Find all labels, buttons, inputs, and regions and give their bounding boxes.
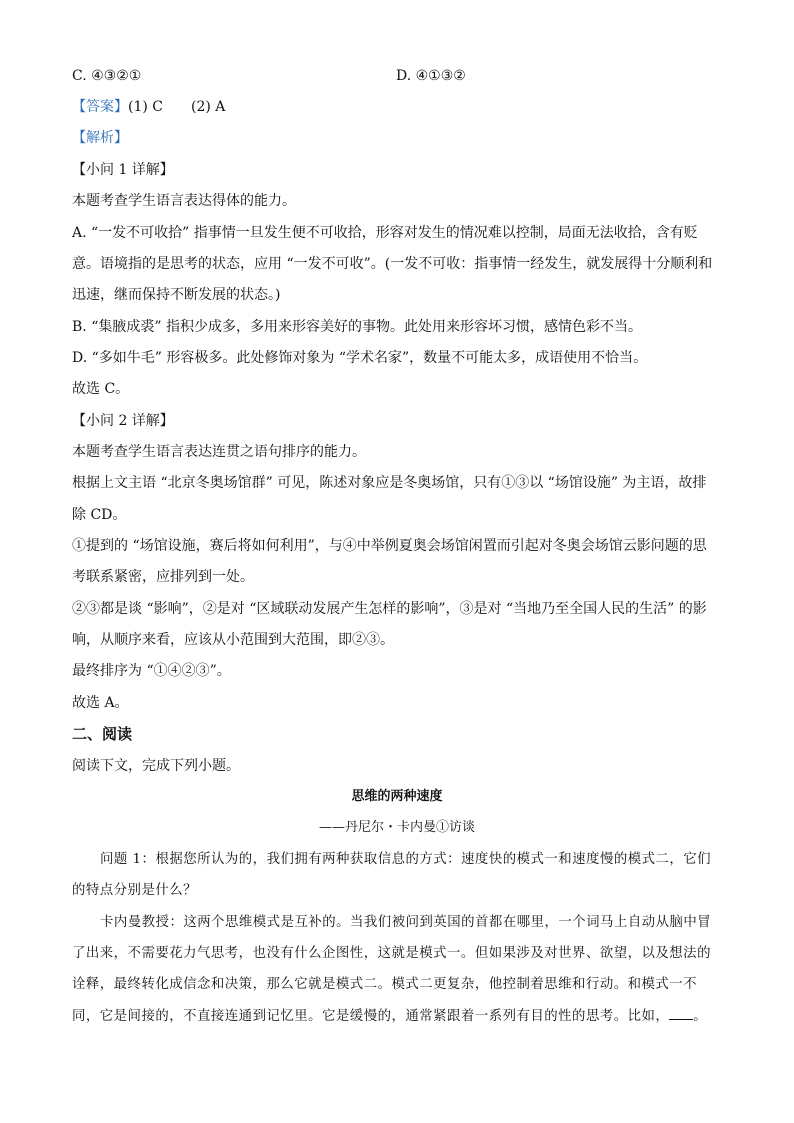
q2-intro: 本题考查学生语言表达连贯之语句排序的能力。 — [72, 444, 366, 460]
document-page — [72, 0, 722, 1123]
answer-label: 【答案】 — [72, 99, 128, 115]
q1-intro: 本题考查学生语言表达得体的能力。 — [72, 193, 296, 209]
section-instruction: 阅读下文，完成下列小题。 — [72, 758, 240, 774]
q2-p2-line2: 考联系紧密，应排列到一处。 — [72, 569, 254, 585]
q2-p3-line2: 响，从顺序来看，应该从小范围到大范围，即②③。 — [72, 632, 394, 648]
analysis-label: 【解析】 — [72, 130, 128, 146]
q1-heading: 【小问 1 详解】 — [72, 162, 174, 178]
article-answer-line1: 卡内曼教授：这两个思维模式是互补的。当我们被问到英国的首都在哪里，一个词马上自动从脑中冒 — [100, 915, 712, 930]
article-question-line1: 问题 1：根据您所认为的，我们拥有两种获取信息的方式：速度快的模式一和速度慢的模式二，它们 — [100, 852, 712, 867]
q1-conclusion: 故选 C。 — [72, 381, 130, 397]
article-answer-line4 — [72, 1007, 707, 1027]
q2-conclusion: 故选 A。 — [72, 695, 129, 711]
q1-b-line: B. “集腋成裘” 指积少成多，多用来形容美好的事物。此处用来形容坏习惯，感情色彩不当。 — [72, 319, 642, 335]
answer-text: (1) C (2) A — [128, 99, 226, 115]
article-answer-line4-end: 。 — [693, 1009, 708, 1024]
q2-order: 最终排序为 “①④②③”。 — [72, 663, 231, 679]
q1-a-line1: A. “一发不可收拾” 指事情一旦发生便不可收拾，形容对发生的情况难以控制，局面无法收拾，含有贬 — [72, 225, 698, 241]
q2-p3-line1: ②③都是谈 “影响”，②是对 “区域联动发展产生怎样的影响”，③是对 “当地乃至全国人民的生活” 的影 — [72, 601, 707, 617]
section-title: 二、阅读 — [72, 725, 133, 743]
fill-in-blank — [669, 1007, 693, 1020]
article-title: 思维的两种速度 — [351, 789, 443, 804]
option-d: D. ④①③② — [396, 68, 466, 84]
option-c: C. ④③②① — [72, 68, 142, 84]
q2-p1-line1: 根据上文主语 “北京冬奥场馆群” 可见，陈述对象应是冬奥场馆，只有①③以 “场馆设施” 为主语，故排 — [72, 475, 707, 491]
article-answer-line4-text: 同，它是间接的，不直接连通到记忆里。它是缓慢的，通常紧跟着一系列有目的性的思考。比如， — [72, 1009, 670, 1024]
q2-p1-line2: 除 CD。 — [72, 507, 127, 523]
q1-a-line2: 意。语境指的是思考的状态，应用 “一发不可收”。(一发不可收：指事情一经发生，就发展得十分顺利和 — [72, 256, 713, 272]
q1-d-line: D. “多如牛毛” 形容极多。此处修饰对象为 “学术名家”，数量不可能太多，成语使用不恰当。 — [72, 350, 648, 366]
q1-a-line3: 迅速，继而保持不断发展的状态。) — [72, 287, 281, 303]
answer-line — [72, 97, 225, 117]
article-question-line2: 的特点分别是什么？ — [72, 883, 198, 898]
q2-p2-line1: ①提到的 “场馆设施，赛后将如何利用”，与④中举例夏奥会场馆闲置而引起对冬奥会场馆云影问题的思 — [72, 538, 707, 554]
q2-heading: 【小问 2 详解】 — [72, 413, 174, 429]
article-answer-line2: 了出来，不需要花力气思考，也没有什么企图性，这就是模式一。但如果涉及对世界、欲望，以及想法的 — [72, 946, 711, 961]
article-subtitle: ——丹尼尔・卡内曼①访谈 — [318, 820, 475, 835]
article-answer-line3: 诠释，最终转化成信念和决策，那么它就是模式二。模式二更复杂，他控制着思维和行动。和模式一不 — [72, 977, 698, 992]
